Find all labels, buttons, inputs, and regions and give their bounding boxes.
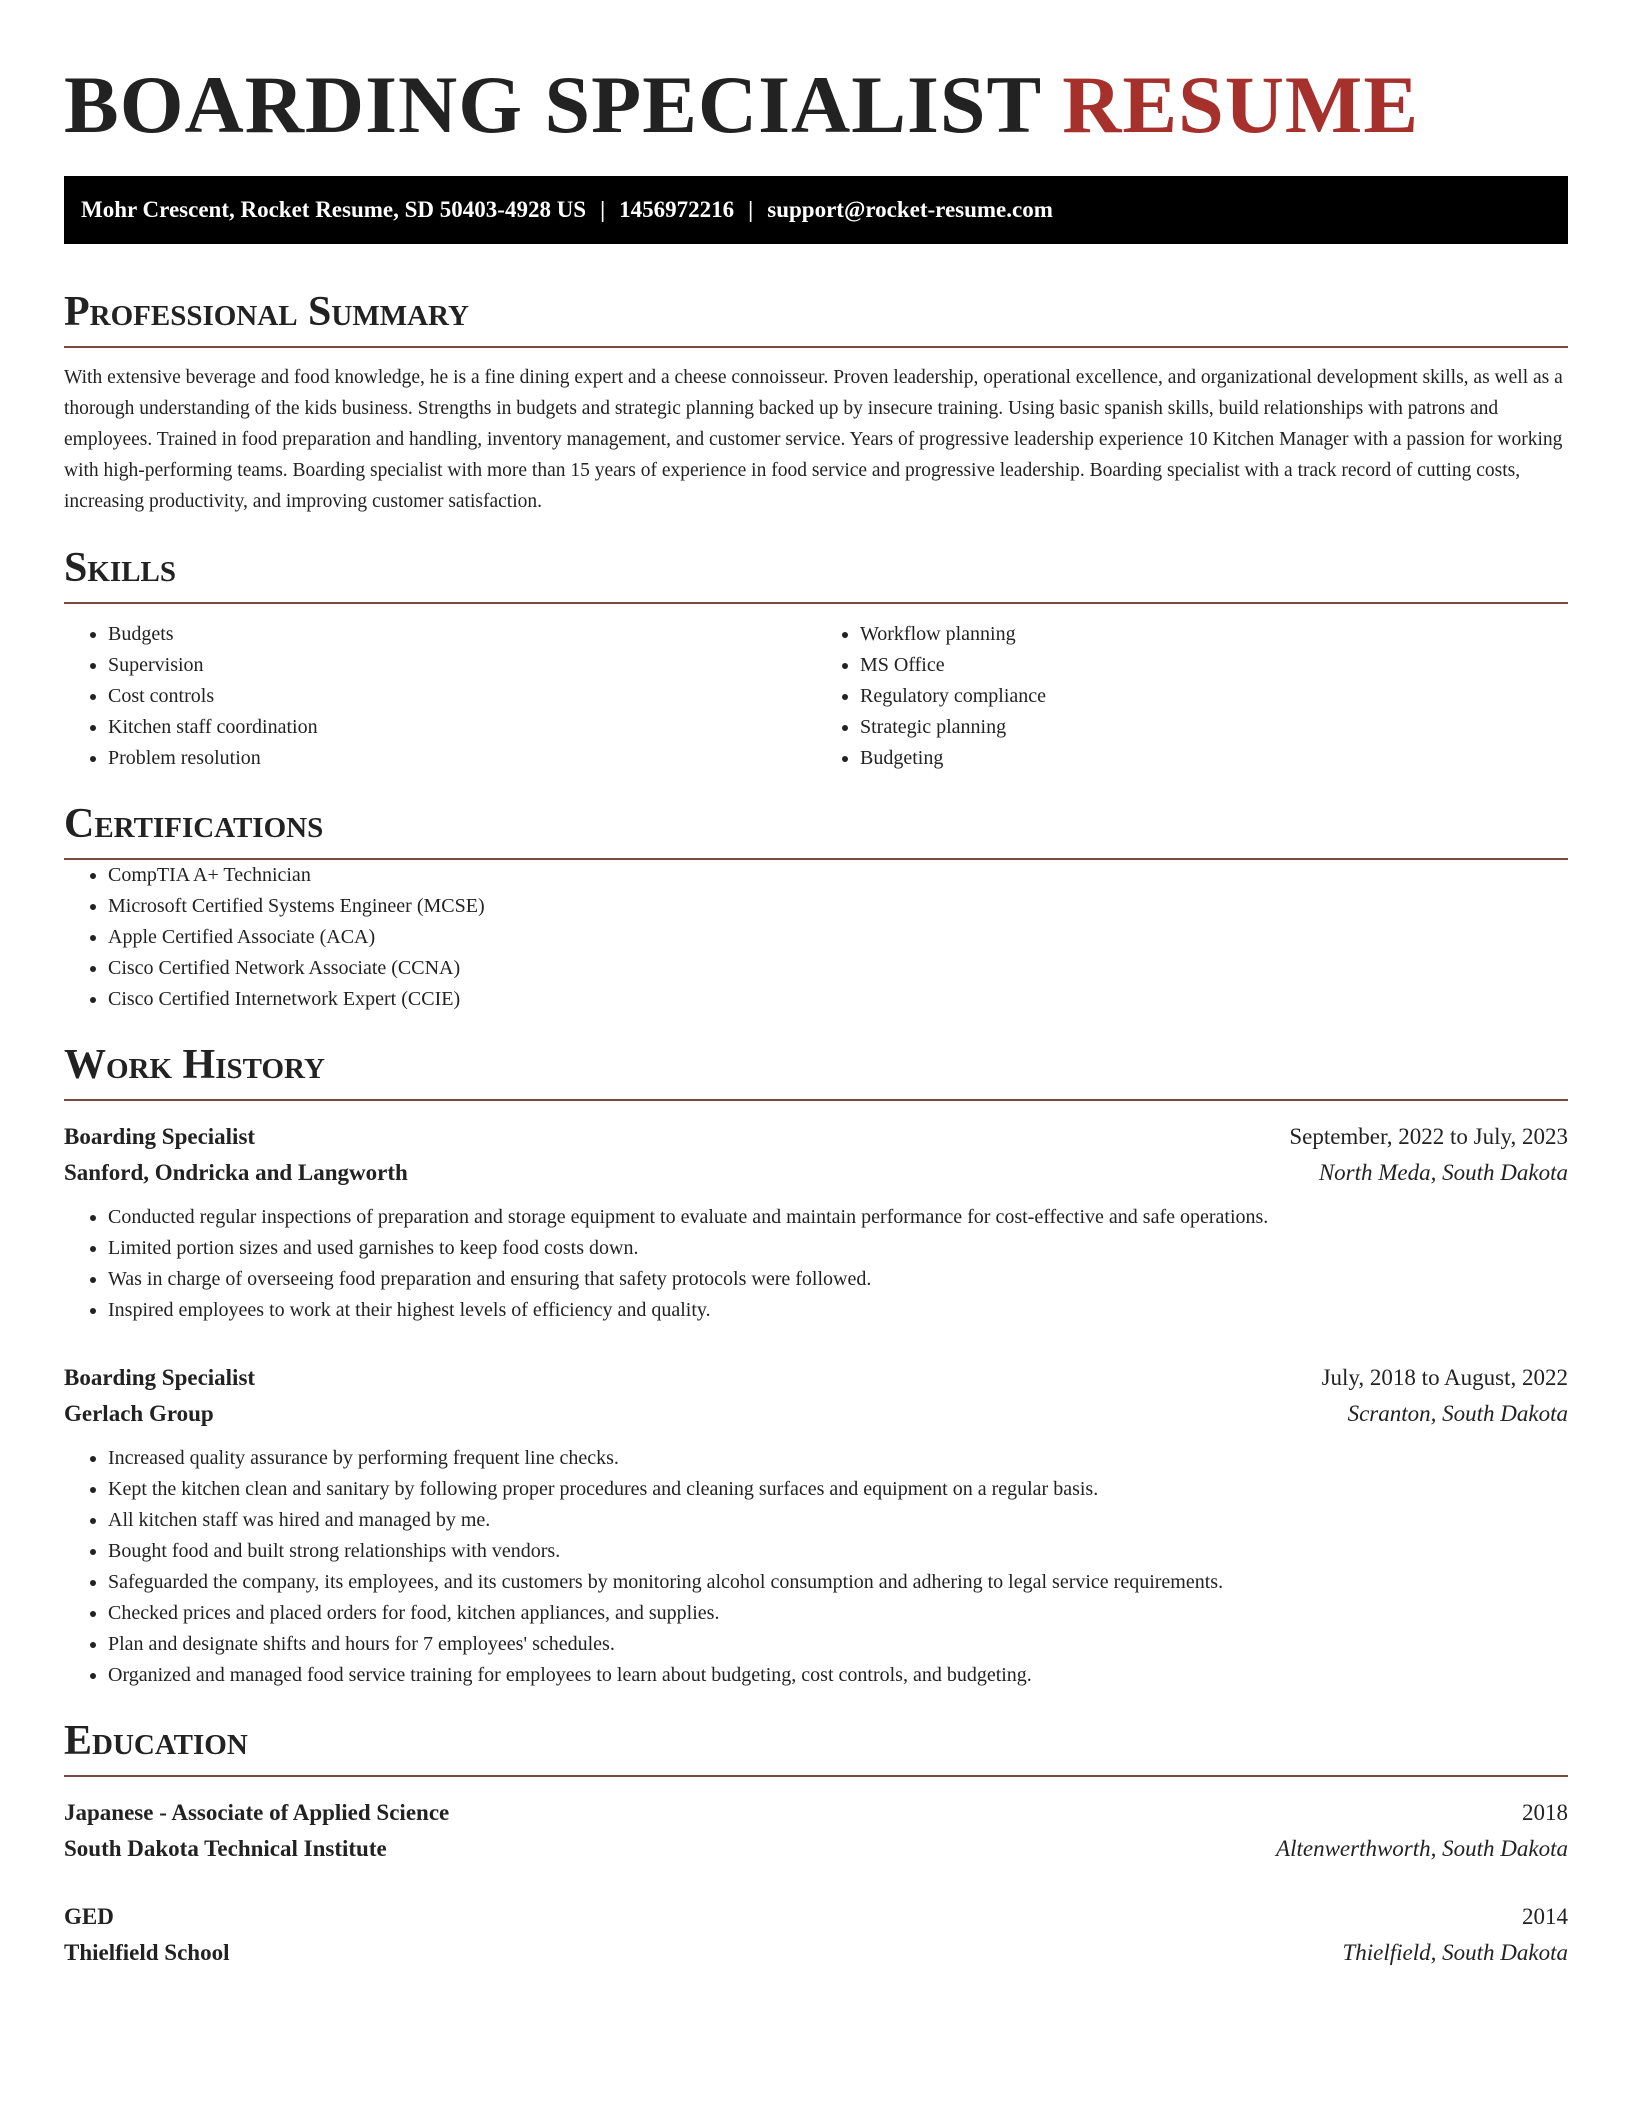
skill-item: • Workflow planning xyxy=(860,619,1568,650)
job-title: Boarding Specialist xyxy=(64,1124,256,1149)
title-accent: RESUME xyxy=(1062,59,1420,150)
skill-item: • Strategic planning xyxy=(860,712,1568,743)
summary-heading: Professional Summary xyxy=(64,286,1568,348)
education-entry xyxy=(64,1899,1568,1971)
skills-column-left xyxy=(64,619,816,774)
job-header-row xyxy=(64,1360,1568,1396)
job-duty-item: • Inspired employees to work at their highest levels of efficiency and quality. xyxy=(108,1295,1568,1326)
education-entry xyxy=(64,1795,1568,1867)
job-entry xyxy=(64,1360,1568,1691)
job-company: Gerlach Group xyxy=(64,1401,214,1426)
contact-separator: | xyxy=(600,197,606,222)
job-duty-item: • Checked prices and placed orders for food, kitchen appliances, and supplies. xyxy=(108,1598,1568,1629)
education-school-row xyxy=(64,1831,1568,1867)
skill-item: • Regulatory compliance xyxy=(860,681,1568,712)
skills-grid xyxy=(64,619,1568,774)
skill-item: • MS Office xyxy=(860,650,1568,681)
education-school: Thielfield School xyxy=(64,1940,230,1965)
skill-item: • Cost controls xyxy=(108,681,816,712)
skills-list-left xyxy=(64,619,816,774)
job-duty-item: • All kitchen staff was hired and managed by me. xyxy=(108,1505,1568,1536)
job-duty-item: • Conducted regular inspections of preparation and storage equipment to evaluate and maintain performance for cost-effective and safe operations. xyxy=(108,1202,1568,1233)
title-main: BOARDING SPECIALIST xyxy=(64,59,1041,150)
skill-item: • Budgeting xyxy=(860,743,1568,774)
skill-item: • Budgets xyxy=(108,619,816,650)
skill-item: • Kitchen staff coordination xyxy=(108,712,816,743)
education-degree: GED xyxy=(64,1904,114,1929)
certification-item: • CompTIA A+ Technician xyxy=(108,860,1568,891)
contact-separator: | xyxy=(748,197,754,222)
education-year: 2018 xyxy=(1522,1800,1568,1825)
contact-bar xyxy=(64,176,1568,244)
job-company: Sanford, Ondricka and Langworth xyxy=(64,1160,408,1185)
contact-address: Mohr Crescent, Rocket Resume, SD 50403-4928 US xyxy=(81,197,587,222)
job-location: Scranton, South Dakota xyxy=(1347,1401,1568,1426)
job-duties-list xyxy=(64,1443,1568,1691)
job-duty-item: • Organized and managed food service training for employees to learn about budgeting, cost controls, and budgeting. xyxy=(108,1660,1568,1691)
job-header-row xyxy=(64,1119,1568,1155)
skills-column-right xyxy=(816,619,1568,774)
resume-title xyxy=(64,55,1568,155)
education-school-row xyxy=(64,1935,1568,1971)
education-heading: Education xyxy=(64,1715,1568,1777)
contact-email: support@rocket-resume.com xyxy=(767,197,1053,222)
job-title: Boarding Specialist xyxy=(64,1365,256,1390)
certification-item: • Microsoft Certified Systems Engineer (MCSE) xyxy=(108,891,1568,922)
certification-item: • Apple Certified Associate (ACA) xyxy=(108,922,1568,953)
certifications-list xyxy=(64,860,1568,1015)
certification-item: • Cisco Certified Network Associate (CCNA) xyxy=(108,953,1568,984)
skill-item: • Problem resolution xyxy=(108,743,816,774)
job-company-row xyxy=(64,1396,1568,1432)
job-duty-item: • Limited portion sizes and used garnishes to keep food costs down. xyxy=(108,1233,1568,1264)
job-duty-item: • Safeguarded the company, its employees, and its customers by monitoring alcohol consumption and adhering to legal service requirements. xyxy=(108,1567,1568,1598)
job-entry xyxy=(64,1119,1568,1326)
job-location: North Meda, South Dakota xyxy=(1318,1160,1568,1185)
contact-phone: 1456972216 xyxy=(619,197,735,222)
skills-list-right xyxy=(816,619,1568,774)
job-dates: July, 2018 to August, 2022 xyxy=(1321,1365,1568,1390)
education-degree-row xyxy=(64,1795,1568,1831)
education-location: Thielfield, South Dakota xyxy=(1342,1940,1568,1965)
education-location: Altenwerthworth, South Dakota xyxy=(1276,1836,1568,1861)
certification-item: • Cisco Certified Internetwork Expert (CCIE) xyxy=(108,984,1568,1015)
skill-item: • Supervision xyxy=(108,650,816,681)
job-company-row xyxy=(64,1155,1568,1191)
summary-text: With extensive beverage and food knowledge, he is a fine dining expert and a cheese connoisseur. Proven leadership, operational excellence, and organizational development skills, as well as a thorough understanding of the kids business. Strengths in budgets and strategic planning backed up by insecure training. Using basic spanish skills, build relationships with patrons and employees. Trained in food preparation and handling, inventory management, and customer service. Years of progressive leadership experience 10 Kitchen Manager with a passion for working with high-performing teams. Boarding specialist with more than 15 years of experience in food service and progressive leadership. Boarding specialist with a track record of cutting costs, increasing productivity, and improving customer satisfaction. xyxy=(64,367,1563,512)
work-history-heading: Work History xyxy=(64,1039,1568,1101)
job-duty-item: • Bought food and built strong relationships with vendors. xyxy=(108,1536,1568,1567)
skills-heading: Skills xyxy=(64,542,1568,604)
certifications-heading: Certifications xyxy=(64,798,1568,860)
job-duty-item: • Increased quality assurance by performing frequent line checks. xyxy=(108,1443,1568,1474)
education-year: 2014 xyxy=(1522,1904,1568,1929)
education-school: South Dakota Technical Institute xyxy=(64,1836,387,1861)
education-degree: Japanese - Associate of Applied Science xyxy=(64,1800,450,1825)
job-dates: September, 2022 to July, 2023 xyxy=(1289,1124,1568,1149)
job-duty-item: • Plan and designate shifts and hours for 7 employees' schedules. xyxy=(108,1629,1568,1660)
job-duty-item: • Kept the kitchen clean and sanitary by following proper procedures and cleaning surfaces and equipment on a regular basis. xyxy=(108,1474,1568,1505)
education-degree-row xyxy=(64,1899,1568,1935)
job-duties-list xyxy=(64,1202,1568,1326)
job-duty-item: • Was in charge of overseeing food preparation and ensuring that safety protocols were followed. xyxy=(108,1264,1568,1295)
